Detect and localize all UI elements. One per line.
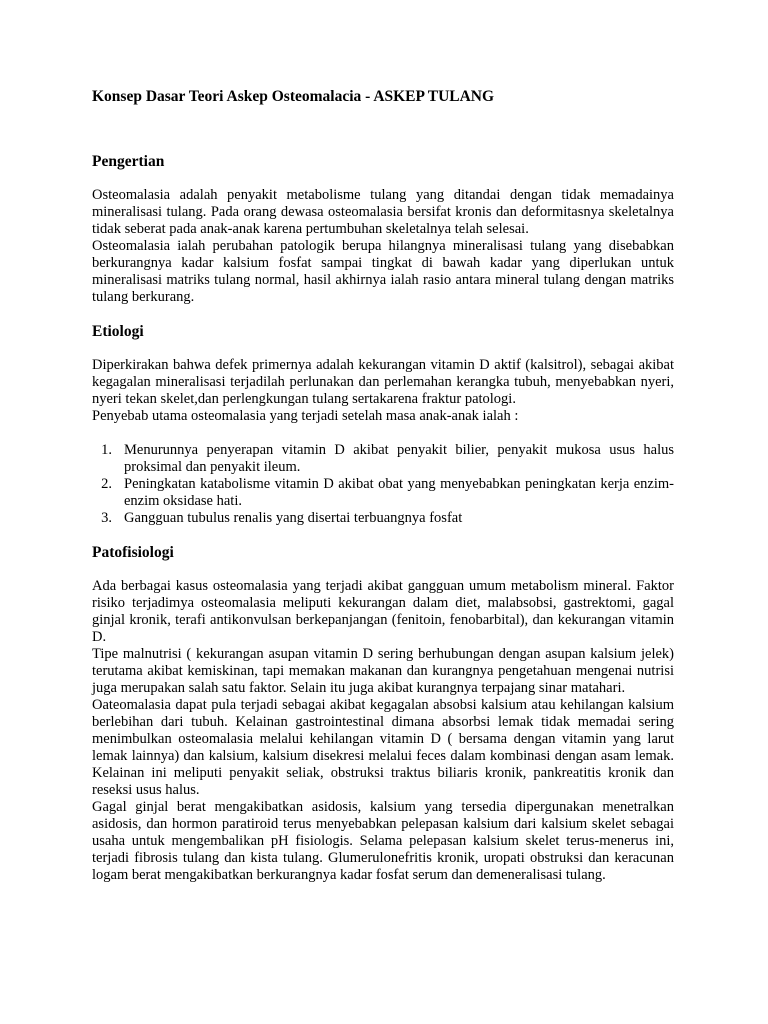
- patofisiologi-paragraph-3: Oateomalasia dapat pula terjadi sebagai akibat kegagalan absobsi kalsium atau kehilangan kalsium berlebihan dari tubuh. Kelainan gastrointestinal dimana absorbsi lemak tidak memadai sering menimbulkan osteomalasia melalui kehilangan vitamin D ( bersama dengan vitamin yang larut lemak lainnya) dan kalsium, kalsium disekresi melalui feces dalam kombinasi dengan asam lemak. Kelainan ini meliputi penyakit seliak, obstruksi traktus biliaris kronik, pankreatitis kronik dan reseksi usus halus.: [92, 697, 674, 798]
- list-item-number: 3.: [101, 510, 112, 526]
- etiologi-paragraph-2: Penyebab utama osteomalasia yang terjadi setelah masa anak-anak ialah :: [92, 408, 519, 424]
- etiologi-paragraph-1: Diperkirakan bahwa defek primernya adalah kekurangan vitamin D aktif (kalsitrol), sebagai akibat kegagalan mineralisasi terjadilah perlunakan dan perlemahan kerangka tubuh, menyebabkan nyeri, nyeri tekan skelet,dan perlengkungan tulang sertakarena fraktur patologi.: [92, 357, 674, 407]
- patofisiologi-paragraph-1: Ada berbagai kasus osteomalasia yang terjadi akibat gangguan umum metabolism mineral. Faktor risiko terjadimya osteomalasia meliputi kekurangan dalam diet, malabsobsi, gastrektomi, gagal ginjal kronik, terafi antikonvulsan berkepanjangan (fenitoin, fenobarbital), dan kekurangan vitamin D.: [92, 578, 674, 645]
- list-item-number: 1.: [101, 442, 112, 458]
- list-item-text: Peningkatan katabolisme vitamin D akibat obat yang menyebabkan peningkatan kerja enzim-enzim oksidase hati.: [124, 476, 674, 509]
- document-page: [92, 88, 674, 884]
- list-item-text: Gangguan tubulus renalis yang disertai terbuangnya fosfat: [124, 510, 463, 526]
- document-title: Konsep Dasar Teori Askep Osteomalacia - ASKEP TULANG: [92, 88, 495, 105]
- list-item: [92, 442, 674, 476]
- patofisiologi-paragraph-4: Gagal ginjal berat mengakibatkan asidosis, kalsium yang tersedia dipergunakan menetralkan asidosis, dan hormon paratiroid terus menyebabkan pelepasan kalsium dari kalsium skelet sebagai usaha untuk mengembalikan pH fisiologis. Selama pelepasan kalsium skelet terus-menerus ini, terjadi fibrosis tulang dan kista tulang. Glumerulonefritis kronik, uropati obstruksi dan keracunan logam berat mengakibatkan berkurangnya kadar fosfat serum dan demeneralisasi tulang.: [92, 799, 674, 883]
- heading-patofisiologi: Patofisiologi: [92, 544, 174, 561]
- etiologi-cause-list: [92, 442, 674, 527]
- patofisiologi-paragraph-2: Tipe malnutrisi ( kekurangan asupan vitamin D sering berhubungan dengan asupan kalsium jelek) terutama akibat kemiskinan, tapi memakan makanan dan kurangnya pengetahuan mengenai nutrisi juga merupakan salah satu faktor. Selain itu juga akibat kurangnya terpajang sinar matahari.: [92, 646, 674, 696]
- pengertian-paragraph-2: Osteomalasia ialah perubahan patologik berupa hilangnya mineralisasi tulang yang disebabkan berkurangnya kadar kalsium fosfat sampai tingkat di bawah kadar yang diperlukan untuk mineralisasi matriks tulang normal, hasil akhirnya ialah rasio antara mineral tulang dengan matriks tulang berkurang.: [92, 238, 674, 305]
- list-item: [92, 476, 674, 510]
- pengertian-paragraph-1: Osteomalasia adalah penyakit metabolisme tulang yang ditandai dengan tidak memadainya mineralisasi tulang. Pada orang dewasa osteomalasia bersifat kronis dan deformitasnya skeletalnya tidak seberat pada anak-anak karena pertumbuhan skeletalnya telah selesai.: [92, 187, 674, 237]
- list-item-number: 2.: [101, 476, 112, 492]
- list-item-text: Menurunnya penyerapan vitamin D akibat penyakit bilier, penyakit mukosa usus halus proksimal dan penyakit ileum.: [124, 442, 674, 475]
- heading-pengertian: Pengertian: [92, 153, 165, 170]
- heading-etiologi: Etiologi: [92, 323, 144, 340]
- list-item: [92, 510, 674, 527]
